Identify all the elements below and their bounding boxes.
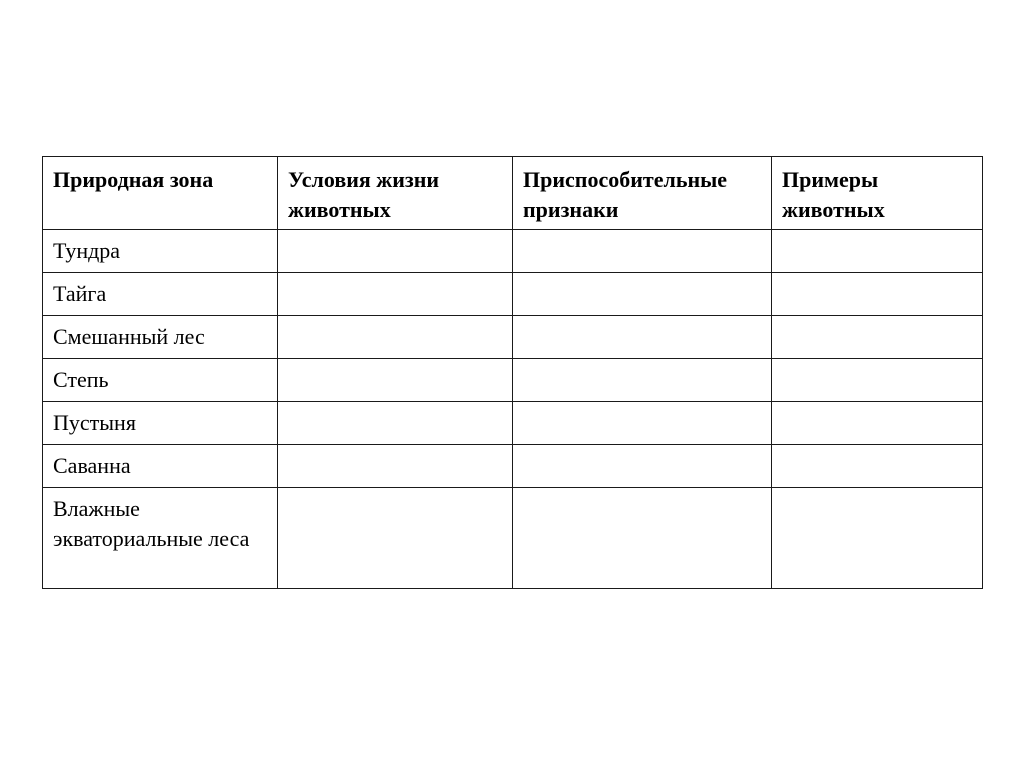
table-header-row — [43, 157, 983, 230]
examples-cell — [772, 359, 983, 402]
examples-cell — [772, 230, 983, 273]
table-row — [43, 230, 983, 273]
examples-cell — [772, 488, 983, 589]
conditions-cell — [278, 316, 513, 359]
header-living-conditions: Условия жизни животных — [278, 157, 513, 230]
header-natural-zone: Природная зона — [43, 157, 278, 230]
conditions-cell — [278, 230, 513, 273]
zone-cell: Смешанный лес — [43, 316, 278, 359]
examples-cell — [772, 402, 983, 445]
zone-cell: Тундра — [43, 230, 278, 273]
table-row — [43, 273, 983, 316]
adaptations-cell — [513, 488, 772, 589]
table-row — [43, 359, 983, 402]
adaptations-cell — [513, 316, 772, 359]
conditions-cell — [278, 273, 513, 316]
examples-cell — [772, 273, 983, 316]
header-animal-examples: Примеры животных — [772, 157, 983, 230]
adaptations-cell — [513, 230, 772, 273]
table-row — [43, 316, 983, 359]
zone-cell: Степь — [43, 359, 278, 402]
adaptations-cell — [513, 359, 772, 402]
conditions-cell — [278, 402, 513, 445]
examples-cell — [772, 445, 983, 488]
natural-zones-table — [42, 156, 983, 589]
zone-cell: Влажные экваториальные леса — [43, 488, 278, 589]
conditions-cell — [278, 445, 513, 488]
table-row — [43, 445, 983, 488]
table-row — [43, 402, 983, 445]
zone-cell: Тайга — [43, 273, 278, 316]
conditions-cell — [278, 359, 513, 402]
adaptations-cell — [513, 273, 772, 316]
table-row — [43, 488, 983, 589]
zone-cell: Саванна — [43, 445, 278, 488]
adaptations-cell — [513, 445, 772, 488]
header-adaptive-traits: Приспособительные признаки — [513, 157, 772, 230]
conditions-cell — [278, 488, 513, 589]
examples-cell — [772, 316, 983, 359]
zone-cell: Пустыня — [43, 402, 278, 445]
adaptations-cell — [513, 402, 772, 445]
worksheet — [42, 156, 982, 589]
